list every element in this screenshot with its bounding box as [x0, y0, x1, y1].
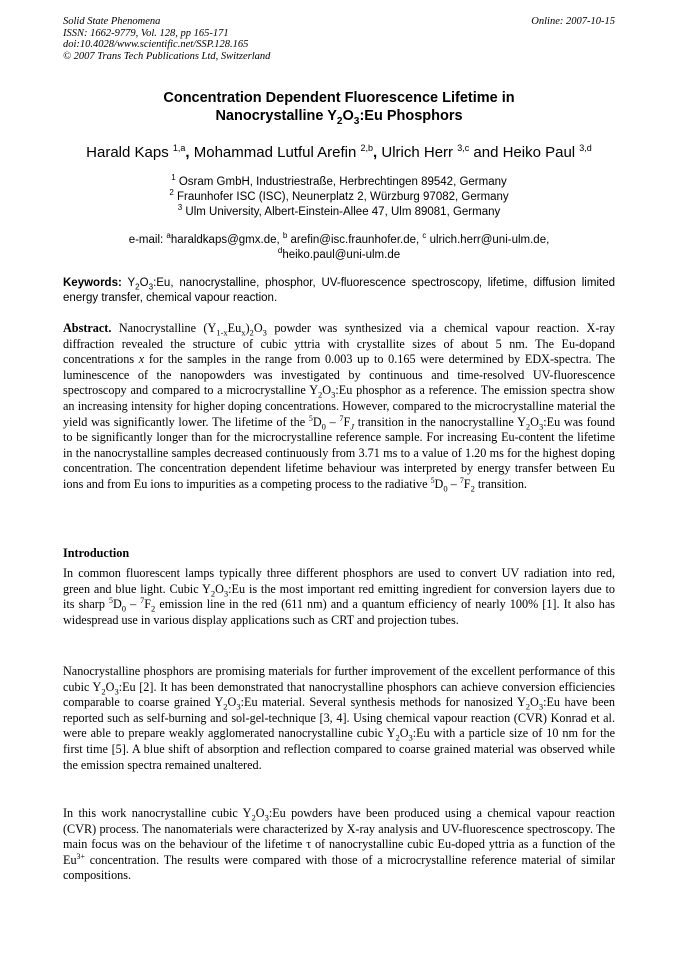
journal-name: Solid State Phenomena: [63, 16, 161, 27]
affil-mark: 2: [169, 188, 174, 198]
para-text: O: [215, 581, 224, 596]
para-sub: 2: [395, 732, 400, 743]
author-affil-mark: 3,c: [457, 143, 470, 153]
abstract-text: F: [343, 414, 351, 429]
para-text: :Eu [2]. It has been demonstrated that nanocrystalline phosphors can achieve conversion efficiencies comparable to coarse grained Y: [63, 679, 615, 710]
para-sub: 3: [223, 588, 229, 599]
affiliations: [0, 175, 678, 220]
para-sub: 3: [264, 812, 269, 823]
email-block: [0, 233, 678, 263]
para-text: F: [144, 597, 152, 612]
para-text: :Eu material. Several synthesis methods for nanosized Y: [240, 695, 526, 710]
email-address: arefin@isc.fraunhofer.de,: [287, 234, 423, 246]
author-name: and Heiko Paul: [469, 144, 580, 161]
para-sub: 3: [408, 732, 413, 743]
para-text: D: [112, 597, 122, 612]
abstract-sub: 2: [249, 327, 254, 338]
abstract-sub: 3: [262, 327, 267, 338]
para-text: :Eu is the most important red emitting ingredient for conversion layers due to its sharp: [63, 581, 615, 612]
abstract-text: for the samples in the range from 0.003 up to 0.165 were determined by EDX-spectra. The luminescence of the nanopowders was investigated by continuous and time-resolved UV-fluorescence spectroscopy and compared to a microcrystalline Y: [63, 352, 615, 398]
para-text: –: [126, 597, 141, 612]
email-address: heiko.paul@uni-ulm.de: [282, 249, 401, 261]
para-text: O: [399, 726, 409, 741]
paper-title: [0, 89, 678, 125]
intro-paragraph-3: [63, 806, 615, 884]
author-list: Harald Kaps $^{1,a}$, Mohammad Lutful Arefin $^{2,b}$, Ulrich Herr $^{3,c}$ and Heiko Paul $^{3,d}$: [86, 143, 592, 161]
abstract-sup: 5: [308, 413, 313, 423]
affil-text: Osram GmbH, Industriestraße, Herbrechtingen 89542, Germany: [175, 176, 507, 188]
affil-text: Ulm University, Albert-Einstein-Allee 47, Ulm 89081, Germany: [182, 206, 501, 218]
keywords-label: Keywords:: [63, 277, 122, 289]
abstract-sup: 7: [339, 413, 344, 423]
author-name: Mohammad Lutful Arefin: [189, 144, 361, 161]
para-sup: 7: [140, 596, 145, 606]
para-text: :Eu have been reported such as self-burning and sol-gel-technique [3, 4]. Using chemical vapour reaction (CVR) Konrad et al. were able to prepare weakly agglomerated nanocrystalline cubic Y: [63, 695, 615, 741]
author-affil-mark: 1,a: [172, 143, 186, 153]
email-line-2: [0, 248, 678, 263]
abstract-text: D: [434, 476, 444, 491]
title-text: :Eu Phosphors: [359, 108, 463, 124]
email-address: ulrich.herr@uni-ulm.de,: [426, 234, 550, 246]
para-text: :Eu with a particle size of 10 nm for the first time [5]. A blue shift of absorption and reflection compared to coarse grained material was observed while the emission spectra remained unaltered.: [63, 726, 615, 772]
title-text: Nanocrystalline Y: [215, 108, 337, 124]
para-text: :Eu powders have been produced using a chemical vapour reaction (CVR) process. The nanomaterials were characterized by X-ray analysis and UV-fluorescence spectroscopy. The main focus was on the behaviour of the lifetime τ of nanocrystalline cubic Eu-doped yttria as a function of the Eu: [63, 806, 615, 867]
para-text: O: [105, 679, 115, 694]
issn-line: ISSN: 1662-9779, Vol. 128, pp 165-171: [63, 27, 229, 39]
email-mark: a: [166, 231, 171, 241]
abstract-sub: x: [241, 327, 246, 338]
para-sub: 2: [210, 588, 216, 599]
title-line-1: Concentration Dependent Fluorescence Lifetime in: [163, 90, 515, 106]
title-sub: 3: [353, 115, 360, 127]
affil-mark: 3: [177, 203, 183, 213]
abstract-text: Eu: [227, 321, 242, 335]
abstract-text: ): [245, 321, 250, 335]
para-text: emission line in the red (611 nm) and a quantum efficiency of nearly 100% [1]. It also has widespread use in various display applications such as CRT and projection tubes.: [63, 597, 616, 627]
author-name: Ulrich Herr: [377, 144, 458, 161]
doi-line: doi:10.4028/www.scientific.net/SSP.128.165: [63, 39, 249, 50]
abstract-sub: 0: [321, 421, 326, 431]
intro-paragraph-1: [63, 566, 615, 628]
affiliation-3: [0, 205, 678, 220]
abstract-text: F: [463, 476, 471, 491]
abstract-text: –: [325, 414, 340, 429]
abstract-text: O: [322, 383, 332, 398]
email-mark: b: [282, 231, 288, 241]
email-label: e-mail:: [128, 234, 167, 246]
abstract-text: transition in the nanocrystalline Y: [354, 414, 526, 429]
abstract-label: Abstract.: [63, 321, 112, 335]
keywords: [63, 276, 615, 306]
para-sub: 3: [114, 686, 119, 697]
abstract-sub: 3: [538, 421, 544, 431]
author-affil-mark: 2,b: [360, 143, 374, 153]
para-text: O: [530, 695, 539, 710]
para-text: In this work nanocrystalline cubic Y: [63, 806, 252, 820]
para-sub: 3: [538, 701, 544, 712]
abstract-sub: 2: [525, 421, 531, 431]
abstract-sub: J: [350, 421, 355, 431]
email-mark: c: [422, 231, 427, 241]
abstract-text: –: [447, 476, 460, 491]
para-sup: 5: [109, 596, 113, 606]
section-heading-introduction: Introduction: [63, 546, 130, 560]
title-sub: 2: [336, 115, 343, 127]
para-sub: 2: [101, 686, 106, 697]
abstract-sub: 3: [331, 389, 336, 400]
copyright-line: © 2007 Trans Tech Publications Ltd, Switzerland: [63, 50, 271, 62]
para-text: In common fluorescent lamps typically three different phosphors are used to convert UV radiation into red, green and blue light. Cubic Y: [63, 566, 615, 596]
keywords-text: Y: [121, 277, 136, 289]
title-line-2: [0, 107, 678, 125]
para-sub: 2: [223, 701, 228, 712]
abstract: [63, 321, 615, 493]
para-sub: 2: [251, 812, 256, 823]
para-sub: 2: [151, 603, 156, 614]
para-text: O: [227, 695, 237, 710]
abstract-text: D: [312, 414, 322, 429]
author-name: Harald Kaps: [86, 144, 173, 161]
affil-mark: 1: [171, 173, 176, 183]
keywords-sub: 2: [135, 282, 140, 292]
email-mark: d: [277, 246, 283, 256]
online-date: Online: 2007-10-15: [531, 16, 615, 27]
affiliation-1: [0, 175, 678, 190]
affil-text: Fraunhofer ISC (ISC), Neunerplatz 2, Würzburg 97082, Germany: [173, 191, 509, 203]
para-text: concentration. The results were compared with those of a microcrystalline reference material of similar compositions.: [63, 852, 615, 883]
affiliation-2: [0, 190, 678, 205]
abstract-sub: 1-x: [216, 327, 228, 338]
intro-paragraph-2: [63, 664, 615, 773]
abstract-sub: 0: [443, 483, 448, 494]
para-sub: 2: [525, 701, 531, 712]
publication-header: [63, 16, 615, 62]
email-address: haraldkaps@gmx.de,: [170, 234, 283, 246]
abstract-text: powder was synthesized via a chemical vapour reaction. X-ray diffraction revealed the structure of cubic yttria with crystallite sizes of about 5 nm. The Eu-dopand concentrations: [63, 321, 615, 367]
para-sup: 3+: [76, 851, 85, 861]
para-sub: 3: [236, 701, 241, 712]
keywords-text: O: [139, 277, 149, 289]
email-line-1: [0, 233, 678, 248]
abstract-text: Nanocrystalline (Y: [111, 321, 217, 335]
para-text: Nanocrystalline phosphors are promising materials for further improvement of the excellent performance of this cubic Y: [63, 664, 615, 694]
para-text: O: [255, 806, 265, 820]
abstract-sup: 5: [430, 475, 435, 485]
keywords-sub: 3: [148, 282, 154, 292]
abstract-text: :Eu was found to be significantly longer than for the microcrystalline reference sample. For increasing Eu-content the lifetime in the nanocrystalline samples decreased continuously from 3.71 ms to a value of 1.20 ms for the highest doping concentration. The concentration dependent lifetime behaviour was interpreted by energy transfer between Eu ions and from Eu ions to impurities as a competing process to the radiative: [63, 414, 616, 491]
abstract-sup: 7: [459, 475, 464, 485]
abstract-var: x: [138, 352, 145, 367]
para-sub: 0: [121, 603, 127, 614]
abstract-text: transition.: [474, 476, 527, 491]
abstract-sub: 2: [318, 389, 323, 400]
abstract-sub: 2: [470, 483, 475, 494]
abstract-text: O: [253, 321, 263, 335]
author-affil-mark: 3,d: [579, 143, 592, 153]
abstract-text: :Eu phosphor as a reference. The emission spectra show an increasing intensity for higher doping concentrations. However, compared to the microcrystalline material the yield was significantly lower. The lifetime of the: [63, 383, 615, 429]
abstract-text: O: [530, 414, 539, 429]
title-text: O: [342, 108, 354, 124]
keywords-text: :Eu, nanocrystalline, phosphor, UV-fluorescence spectroscopy, lifetime, diffusion limited energy transfer, chemical vapour reaction.: [63, 277, 615, 304]
